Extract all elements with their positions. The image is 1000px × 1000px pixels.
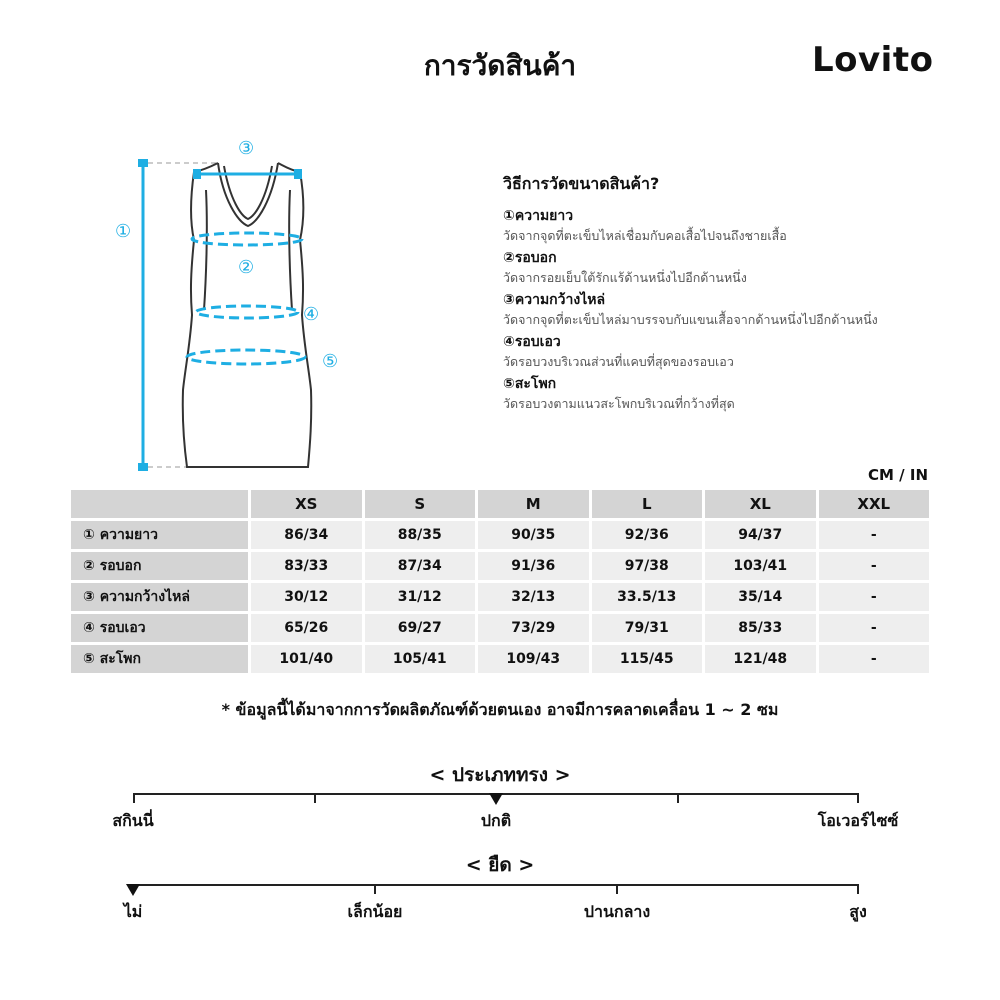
table-cell: 33.5/13 [592, 583, 703, 611]
fit-label-skinny: สกินนี่ [112, 811, 154, 830]
table-cell: 97/38 [592, 552, 703, 580]
guide-item-desc: วัดจากจุดที่ตะเข็บไหล่มาบรรจบกับแขนเสื้อจากด้านหนึ่งไปอีกด้านหนึ่ง [503, 312, 878, 327]
stretch-label-medium: ปานกลาง [583, 902, 651, 921]
stretch-scale-tick [616, 884, 618, 894]
fit-scale-marker [489, 793, 503, 805]
table-header-row [71, 490, 929, 518]
table-cell: 109/43 [478, 645, 589, 673]
stretch-scale-line [133, 884, 859, 886]
size-table [68, 487, 932, 676]
table-cell: 101/40 [251, 645, 362, 673]
stretch-scale-marker [126, 884, 140, 896]
table-cell: 91/36 [478, 552, 589, 580]
table-row [71, 614, 929, 642]
marker-waist: ④ [303, 304, 320, 325]
table-cell: 85/33 [705, 614, 816, 642]
guide-item-label: ①ความยาว [503, 208, 574, 224]
fit-scale-tick [133, 793, 135, 803]
marker-hip: ⑤ [322, 351, 339, 372]
marker-length: ① [115, 221, 132, 242]
table-cell: 94/37 [705, 521, 816, 549]
fit-scale-tick [677, 793, 679, 803]
guide-item-desc: วัดรอบวงตามแนวสะโพกบริเวณที่กว้างที่สุด [503, 396, 735, 411]
brand-logo: Lovito [812, 40, 934, 80]
guide-item-chest [503, 249, 943, 288]
guide-item-label: ③ความกว้างไหล่ [503, 292, 606, 308]
row-label: ② รอบอก [71, 552, 248, 580]
table-cell: 35/14 [705, 583, 816, 611]
guide-item-desc: วัดรอบวงบริเวณส่วนที่แคบที่สุดของรอบเอว [503, 354, 734, 369]
stretch-label-slight: เล็กน้อย [347, 902, 403, 921]
size-header-xl: XL [705, 490, 816, 518]
table-cell: - [819, 521, 930, 549]
chest-measure-line [192, 233, 302, 245]
row-label: ⑤ สะโพก [71, 645, 248, 673]
table-cell: 83/33 [251, 552, 362, 580]
table-cell: 115/45 [592, 645, 703, 673]
table-cell: 105/41 [365, 645, 476, 673]
stretch-scale-tick [857, 884, 859, 894]
table-cell: 32/13 [478, 583, 589, 611]
row-label: ④ รอบเอว [71, 614, 248, 642]
table-cell: 88/35 [365, 521, 476, 549]
size-header-xs: XS [251, 490, 362, 518]
size-header-m: M [478, 490, 589, 518]
stretch-label-high: สูง [849, 902, 867, 921]
table-row [71, 583, 929, 611]
fit-scale-title: < ประเภททรง > [429, 764, 571, 786]
stretch-scale-tick [374, 884, 376, 894]
fit-scale-tick [857, 793, 859, 803]
row-label: ① ความยาว [71, 521, 248, 549]
waist-measure-line [196, 306, 298, 318]
table-cell: - [819, 645, 930, 673]
guide-item-shoulder [503, 291, 943, 330]
shoulder-measure-line [193, 169, 302, 179]
table-cell: - [819, 583, 930, 611]
guide-item-length [503, 207, 943, 246]
table-cell: 73/29 [478, 614, 589, 642]
table-cell: 65/26 [251, 614, 362, 642]
marker-chest: ② [238, 257, 255, 278]
measurement-guide [503, 172, 943, 417]
table-cell: 31/12 [365, 583, 476, 611]
table-cell: 121/48 [705, 645, 816, 673]
page-title: การวัดสินค้า [423, 49, 577, 82]
guide-item-hip [503, 375, 943, 414]
size-header-xxl: XXL [819, 490, 930, 518]
table-cell: 92/36 [592, 521, 703, 549]
dress-measurement-figure [100, 130, 360, 480]
table-corner-cell [71, 490, 248, 518]
guide-heading: วิธีการวัดขนาดสินค้า? [503, 174, 660, 193]
table-cell: 103/41 [705, 552, 816, 580]
fit-scale-tick [314, 793, 316, 803]
unit-label: CM / IN [868, 466, 928, 484]
fit-label-oversize: โอเวอร์ไซซ์ [817, 811, 899, 830]
table-cell: - [819, 614, 930, 642]
table-row [71, 552, 929, 580]
guide-item-waist [503, 333, 943, 372]
guide-item-desc: วัดจากจุดที่ตะเข็บไหล่เชื่อมกับคอเสื้อไปจนถึงชายเสื้อ [503, 228, 787, 243]
stretch-scale-title: < ยืด > [465, 854, 535, 876]
guide-item-label: ②รอบอก [503, 250, 557, 266]
size-header-s: S [365, 490, 476, 518]
table-cell: 69/27 [365, 614, 476, 642]
table-cell: 87/34 [365, 552, 476, 580]
table-cell: - [819, 552, 930, 580]
table-row [71, 521, 929, 549]
size-header-l: L [592, 490, 703, 518]
row-label: ③ ความกว้างไหล่ [71, 583, 248, 611]
table-cell: 30/12 [251, 583, 362, 611]
stretch-label-none: ไม่ [123, 902, 143, 921]
table-row [71, 645, 929, 673]
guide-item-label: ⑤สะโพก [503, 376, 557, 392]
table-cell: 86/34 [251, 521, 362, 549]
guide-item-desc: วัดจากรอยเย็บใต้รักแร้ด้านหนึ่งไปอีกด้านหนึ่ง [503, 270, 747, 285]
guide-item-label: ④รอบเอว [503, 334, 561, 350]
disclaimer-text: * ข้อมูลนี้ได้มาจากการวัดผลิตภัณฑ์ด้วยตนเอง อาจมีการคลาดเคลื่อน 1 ~ 2 ซม [221, 700, 779, 719]
marker-shoulder: ③ [238, 138, 255, 159]
hip-measure-line [187, 350, 305, 364]
length-measure-line [138, 159, 148, 471]
fit-label-regular: ปกติ [480, 811, 512, 830]
table-cell: 90/35 [478, 521, 589, 549]
table-cell: 79/31 [592, 614, 703, 642]
